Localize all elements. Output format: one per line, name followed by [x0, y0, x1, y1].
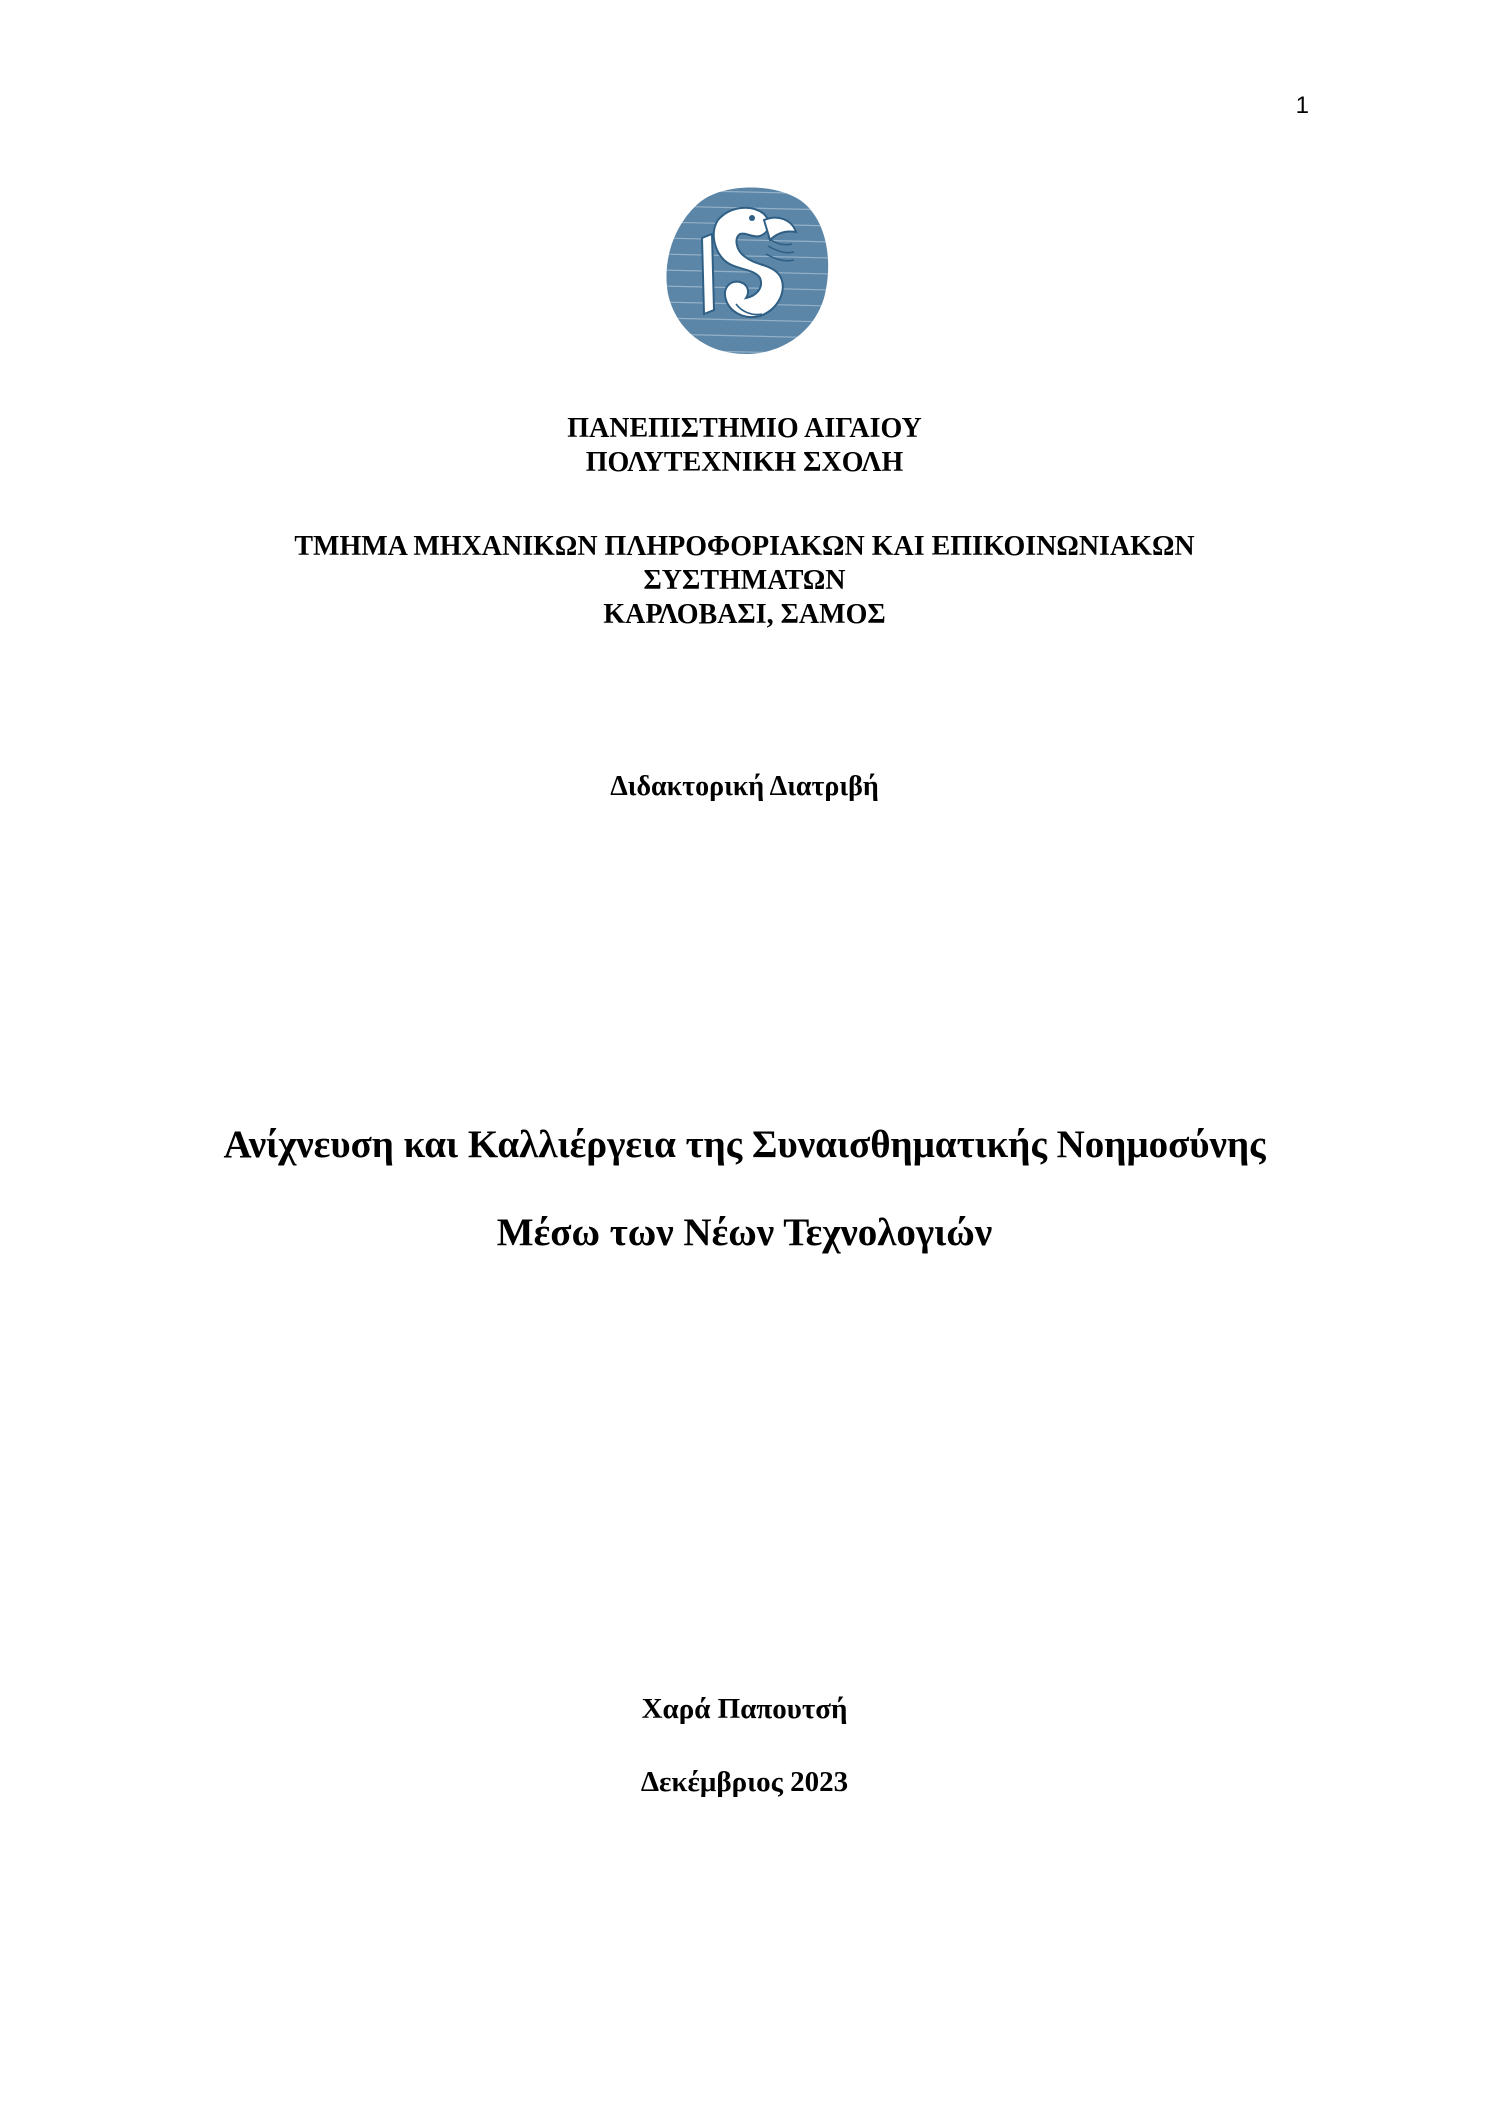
- university-header: [0, 412, 1489, 480]
- thesis-title: [0, 1122, 1489, 1256]
- school-name: ΠΟΛΥΤΕΧΝΙΚΗ ΣΧΟΛΗ: [585, 447, 904, 478]
- department-name-line1: ΤΜΗΜΑ ΜΗΧΑΝΙΚΩΝ ΠΛΗΡΟΦΟΡΙΑΚΩΝ ΚΑΙ ΕΠΙΚΟΙΝΩΝΙΑΚΩΝ: [294, 531, 1195, 562]
- department-header: [0, 530, 1489, 632]
- page-number: 1: [1295, 92, 1309, 119]
- author-name: Χαρά Παπουτσή: [641, 1693, 848, 1725]
- thesis-title-line1: Ανίχνευση και Καλλιέργεια της Συναισθηματικής Νοημοσύνης: [223, 1123, 1266, 1166]
- university-name: ΠΑΝΕΠΙΣΤΗΜΙΟ ΑΙΓΑΙΟΥ: [567, 413, 922, 444]
- department-location: ΚΑΡΛΟΒΑΣΙ, ΣΑΜΟΣ: [603, 599, 886, 630]
- date: [0, 1765, 1489, 1799]
- author: [0, 1692, 1489, 1726]
- department-name-line2: ΣΥΣΤΗΜΑΤΩΝ: [643, 565, 846, 596]
- university-seal-logo: [660, 180, 832, 356]
- thesis-title-line2: Μέσω των Νέων Τεχνολογιών: [496, 1211, 993, 1254]
- document-type-label: Διδακτορική Διατριβή: [610, 771, 879, 802]
- document-type: [0, 770, 1489, 804]
- publication-date: Δεκέμβριος 2023: [640, 1766, 849, 1798]
